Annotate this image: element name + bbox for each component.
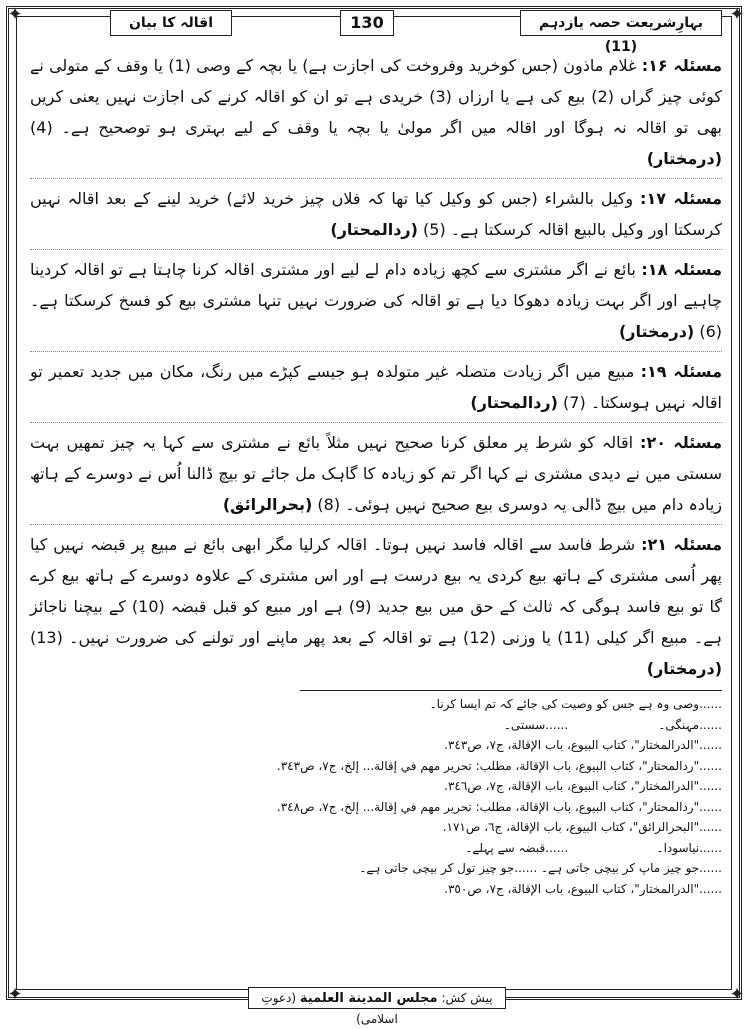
footnote-10: ......قبضہ سے پہلے۔ bbox=[465, 840, 569, 855]
masla-text: شرط فاسد سے اقالہ فاسد نہیں ہوتا۔ اقالہ کرلیا مگر ابھی بائع نے مبیع پر قبضہ نہیں کیا پھر اُسی مشتری کے ہاتھ بیع کردی یہ بیع درست ہے اور اس مشتری کے علاوہ دوسرے کے ہاتھ بیع کرے گا تو بیع فاسد ہوگی کہ ثالث کے حق میں بیع جدید (9) ہے اور مبیع کو قبل قبضہ (10) کے بیچنا ناجائز ہے۔ مبیع اگر کیلی (11) یا وزنی (12) ہے تو اقالہ کے بعد پھر ماپنے اور تولنے کی ضرورت نہیں۔ (13) bbox=[30, 535, 723, 647]
footnote-1: ......وصی وہ ہے جس کو وصیت کی جائے کہ تم ایسا کرنا۔ bbox=[429, 697, 722, 711]
footnotes bbox=[30, 694, 722, 899]
footnote-9: ......نیاسودا۔ bbox=[656, 840, 722, 855]
footnote-divider bbox=[300, 690, 722, 691]
masla-title: مسئلہ ۱۹: bbox=[640, 362, 722, 381]
footnote-13: ......"الدرالمختار"، كتاب البيوع، باب الإقالة، ج٧، ص٣٥٠. bbox=[444, 881, 722, 896]
corner-ornament-icon: ✦ bbox=[7, 984, 23, 1005]
footer-suffix: (دعوتِ اسلامی) bbox=[261, 991, 398, 1026]
masla-21 bbox=[30, 529, 722, 688]
masla-20 bbox=[30, 427, 722, 525]
page-number: 130 bbox=[340, 10, 394, 36]
masla-text: مبیع میں اگر زیادت متصلہ غیر متولدہ ہو جیسے کپڑے میں رنگ، مکان میں جدید تعمیر تو اقالہ نہیں ہوسکتا۔ (7) bbox=[30, 362, 722, 412]
footnote-row bbox=[30, 858, 722, 879]
masla-title: مسئلہ ۱۸: bbox=[641, 260, 722, 279]
footnote-row bbox=[30, 838, 722, 859]
page-header bbox=[30, 10, 722, 55]
masla-16 bbox=[30, 50, 722, 179]
masla-reference: (درمختار) bbox=[618, 322, 695, 341]
footnote-12: ......جو چیز تول کر بیچی جاتی ہے۔ bbox=[359, 861, 538, 875]
masla-reference: (ردالمحتار) bbox=[330, 220, 418, 239]
masla-reference: (ردالمحتار) bbox=[470, 393, 558, 412]
masla-17 bbox=[30, 183, 722, 250]
masla-title: مسئلہ ۱۶: bbox=[641, 56, 722, 75]
corner-ornament-icon: ✦ bbox=[7, 4, 23, 25]
masla-text: بائع نے اگر مشتری سے کچھ زیادہ دام لے لیے اور مشتری اقالہ کرنا چاہتا ہے تو اقالہ کردینا چاہیے اور اگر بہت زیادہ دھوکا دیا ہے تو اقالہ کی ضرورت نہیں تنہا مشتری بیع کو فسخ کرسکتا ہے۔ (6) bbox=[30, 260, 722, 341]
page-footer bbox=[248, 987, 506, 1026]
footnote-11: ......جو چیز ماپ کر بیچی جاتی ہے۔ bbox=[541, 861, 722, 875]
footnote-2: ......مہنگی۔ bbox=[658, 717, 722, 732]
masla-text: غلام ماذون (جس کوخرید وفروخت کی اجازت ہے) یا بچہ کے وصی (1) یا وقف کے متولی نے کوئی چیز گراں (2) بیع کی ہے یا ارزاں (3) خریدی ہے تو ان کو اقالہ کرنے کی اجازت نہیں یعنی کریں بھی تو اقالہ نہ ہوگا اور اقالہ میں اگر مولیٰ یا بچہ یا وقف کے لیے بہتری ہو توصحیح ہے۔ (4) bbox=[30, 56, 723, 137]
masla-18 bbox=[30, 254, 722, 352]
footer-prefix: پیش کش: bbox=[441, 991, 493, 1005]
masla-text: وکیل بالشراء (جس کو وکیل کیا تھا کہ فلاں چیز خرید لائے) خرید لینے کے بعد اقالہ نہیں کرسکتا اور وکیل بالبیع اقالہ کرسکتا ہے۔ (5) bbox=[30, 189, 722, 239]
masla-title: مسئلہ ۲۰: bbox=[640, 433, 722, 452]
footer-publisher: مجلس المدینة العلمیة bbox=[299, 991, 438, 1006]
footnote-6: ......"الدرالمختار"، كتاب البيوع، باب الإقالة، ج٧، ص٣٤٦. bbox=[444, 779, 722, 793]
footnote-5: ......"ردالمحتار"، كتاب البيوع، باب الإقالة، مطلب: تحرير مهم في إقالة... إلخ، ج٧، ص٣٤٣. bbox=[276, 758, 722, 773]
masla-19 bbox=[30, 356, 722, 423]
footnote-row bbox=[30, 715, 722, 736]
masla-reference: (درمختار) bbox=[646, 659, 722, 678]
footnote-3: ......سستی۔ bbox=[503, 717, 569, 732]
masla-text: اقالہ کو شرط پر معلق کرنا صحیح نہیں مثلاً بائع نے مشتری سے کہا یہ چیز تمھیں بہت سستی میں نے دیدی مشتری نے کہا اگر تم کو زیادہ کا گاہک مل جائے تو بیچ ڈالنا اُس نے دوسرے کے ہاتھ زیادہ دام میں بیچ ڈالی یہ دوسری بیع صحیح نہیں ہوئی۔ (8) bbox=[30, 433, 722, 514]
footnote-4: ......"الدرالمختار"، كتاب البيوع، باب الإقالة، ج٧، ص٣٤٣. bbox=[444, 738, 722, 752]
footnote-7: ......"ردالمحتار"، كتاب البيوع، باب الإقالة، مطلب: تحرير مهم في إقالة... إلخ، ج٧، ص٣٤٨. bbox=[276, 799, 722, 814]
footnote-8: ......"البحرالرائق"، كتاب البيوع، باب الإقالة، ج٦، ص١٧١. bbox=[442, 820, 722, 834]
main-content bbox=[30, 50, 722, 692]
corner-ornament-icon: ✦ bbox=[729, 4, 745, 25]
masla-reference: (بحرالرائق) bbox=[222, 495, 313, 514]
masla-title: مسئلہ ۲۱: bbox=[641, 535, 723, 554]
chapter-title: اقالہ کا بیان bbox=[110, 10, 232, 36]
masla-reference: (درمختار) bbox=[646, 149, 722, 168]
masla-title: مسئلہ ۱۷: bbox=[640, 189, 723, 208]
corner-ornament-icon: ✦ bbox=[729, 984, 745, 1005]
book-title: بہارِشریعت حصہ یازدہم (11) bbox=[520, 10, 722, 36]
